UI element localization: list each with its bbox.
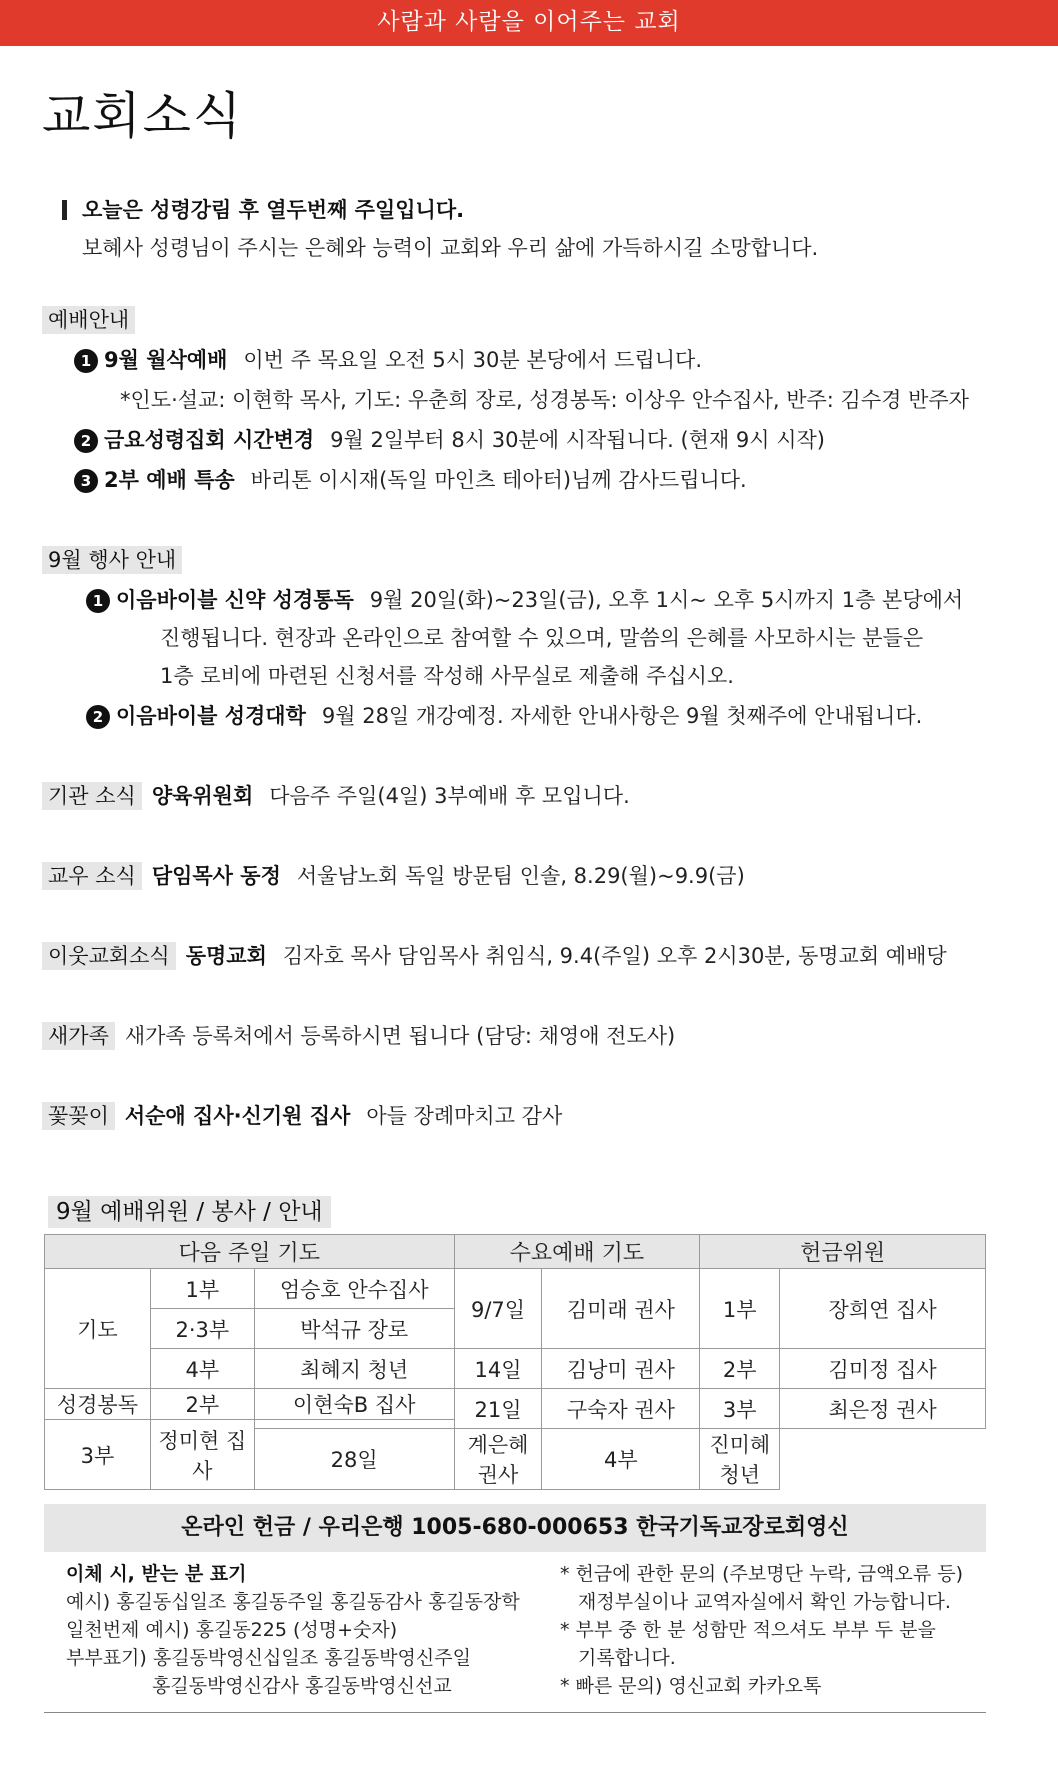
date-cell: 28일	[254, 1429, 454, 1490]
events-heading: 9월 행사 안내	[42, 546, 192, 574]
news-item	[42, 862, 745, 890]
event-item-1-line-3: 1층 로비에 마련된 신청서를 작성해 사무실로 제출해 주십시오.	[160, 664, 734, 688]
service-cell: 2·3부	[150, 1309, 254, 1349]
intro-subline: 보혜사 성령님이 주시는 은혜와 능력이 교회와 우리 삶에 가득하시길 소망합니다.	[82, 236, 819, 260]
news-title: 담임목사 동정	[151, 864, 281, 888]
offering-note: 기록합니다.	[578, 1647, 676, 1669]
person-cell: 장희연 집사	[780, 1269, 986, 1349]
number-3-icon: 3	[74, 469, 98, 493]
number-1-icon: 1	[86, 589, 110, 613]
person-cell: 김미래 권사	[542, 1269, 700, 1349]
offering-instructions	[66, 1560, 520, 1700]
number-2-icon: 2	[74, 429, 98, 453]
news-item	[42, 942, 947, 970]
offering-note: 재정부실이나 교역자실에서 확인 가능합니다.	[578, 1591, 951, 1613]
news-title: 동명교회	[185, 944, 267, 968]
schedule-header-row	[45, 1235, 986, 1269]
person-cell: 박석규 장로	[254, 1309, 454, 1349]
table-row	[45, 1269, 986, 1309]
number-2-icon: 2	[86, 705, 110, 729]
worship-item-3	[74, 466, 747, 494]
news-label: 꽃꽂이	[42, 1102, 115, 1130]
service-cell: 1부	[150, 1269, 254, 1309]
event-item-text: 9월 20일(화)~23일(금), 오후 1시~ 오후 5시까지 1층 본당에서	[369, 588, 964, 612]
offering-example: 예시) 홍길동십일조 홍길동주일 홍길동감사 홍길동장학	[66, 1591, 520, 1613]
news-label: 새가족	[42, 1022, 115, 1050]
news-item	[42, 1022, 675, 1050]
person-cell: 계은혜 권사	[454, 1429, 542, 1490]
news-title: 서순애 집사·신기원 집사	[124, 1104, 351, 1128]
worship-item-2	[74, 426, 825, 454]
schedule-header: 수요예배 기도	[454, 1235, 700, 1269]
offering-notes	[560, 1560, 963, 1700]
event-item-title: 이음바이블 신약 성경통독	[116, 588, 354, 612]
event-item-1-line-2: 진행됩니다. 현장과 온라인으로 참여할 수 있으며, 말씀의 은혜를 사모하시는 분들은	[160, 626, 924, 650]
service-cell: 2부	[700, 1349, 780, 1389]
offering-example: 부부표기) 홍길동박영신십일조 홍길동박영신주일	[66, 1647, 471, 1669]
schedule-table	[44, 1234, 986, 1490]
date-cell: 21일	[454, 1389, 542, 1429]
person-cell: 최혜지 청년	[254, 1349, 454, 1389]
person-cell: 엄승호 안수집사	[254, 1269, 454, 1309]
date-cell: 9/7일	[454, 1269, 542, 1349]
news-item	[42, 782, 630, 810]
person-cell: 진미혜 청년	[700, 1429, 780, 1490]
service-cell: 4부	[150, 1349, 254, 1389]
page-title: 교회소식	[42, 87, 244, 145]
reading-label: 성경봉독	[45, 1389, 151, 1420]
person-cell: 이현숙B 집사	[254, 1389, 454, 1420]
news-label: 기관 소식	[42, 782, 142, 810]
offering-instructions-title: 이체 시, 받는 분 표기	[66, 1563, 247, 1585]
news-text: 김자호 목사 담임목사 취임식, 9.4(주일) 오후 2시30분, 동명교회 예배당	[282, 944, 947, 968]
offering-example: 홍길동박영신감사 홍길동박영신선교	[152, 1675, 452, 1697]
date-cell: 14일	[454, 1349, 542, 1389]
online-offering-header: 온라인 헌금 / 우리은행 1005-680-000653 한국기독교장로회영신	[44, 1504, 986, 1552]
schedule-header: 다음 주일 기도	[45, 1235, 455, 1269]
news-label: 교우 소식	[42, 862, 142, 890]
news-title: 양육위원회	[151, 784, 254, 808]
table-row	[45, 1349, 986, 1389]
church-slogan-banner: 사람과 사람을 이어주는 교회	[0, 0, 1058, 46]
intro-headline: 오늘은 성령강림 후 열두번째 주일입니다.	[82, 198, 465, 222]
offering-note: * 빠른 문의) 영신교회 카카오톡	[560, 1675, 822, 1697]
news-label: 이웃교회소식	[42, 942, 176, 970]
worship-item-text: 이번 주 목요일 오전 5시 30분 본당에서 드립니다.	[243, 348, 702, 372]
offering-bottom-divider	[44, 1712, 986, 1713]
intro-bullet-marker	[62, 200, 67, 220]
worship-item-1	[74, 346, 702, 374]
news-text: 서울남노회 독일 방문팀 인솔, 8.29(월)~9.9(금)	[296, 864, 745, 888]
worship-leaders-note: *인도·설교: 이현학 목사, 기도: 우춘희 장로, 성경봉독: 이상우 안수집사, 반주: 김수경 반주자	[120, 388, 969, 412]
worship-item-title: 금요성령집회 시간변경	[104, 428, 315, 452]
worship-heading: 예배안내	[42, 306, 145, 334]
event-item-2	[86, 702, 922, 730]
news-text: 다음주 주일(4일) 3부예배 후 모입니다.	[269, 784, 630, 808]
event-item-title: 이음바이블 성경대학	[116, 704, 306, 728]
worship-item-text: 9월 2일부터 8시 30분에 시작됩니다. (현재 9시 시작)	[330, 428, 825, 452]
person-cell: 김낭미 권사	[542, 1349, 700, 1389]
person-cell: 김미정 집사	[780, 1349, 986, 1389]
schedule-header: 헌금위원	[700, 1235, 986, 1269]
worship-item-title: 2부 예배 특송	[104, 468, 235, 492]
service-cell: 3부	[45, 1420, 151, 1490]
prayer-label: 기도	[45, 1269, 151, 1389]
person-cell: 구숙자 권사	[542, 1389, 700, 1429]
service-cell: 3부	[700, 1389, 780, 1429]
offering-note: * 헌금에 관한 문의 (주보명단 누락, 금액오류 등)	[560, 1563, 964, 1585]
event-item-text: 9월 28일 개강예정. 자세한 안내사항은 9월 첫째주에 안내됩니다.	[321, 704, 923, 728]
event-item-1	[86, 586, 963, 614]
worship-item-text: 바리톤 이시재(독일 마인츠 테아터)님께 감사드립니다.	[250, 468, 747, 492]
schedule-title: 9월 예배위원 / 봉사 / 안내	[48, 1196, 331, 1228]
service-cell: 1부	[700, 1269, 780, 1349]
worship-item-title: 9월 월삭예배	[104, 348, 228, 372]
offering-example: 일천번제 예시) 홍길동225 (성명+숫자)	[66, 1619, 398, 1641]
news-text: 아들 장례마치고 감사	[366, 1104, 563, 1128]
person-cell: 정미현 집사	[150, 1420, 254, 1490]
offering-note: * 부부 중 한 분 성함만 적으셔도 부부 두 분을	[560, 1619, 936, 1641]
news-item	[42, 1102, 562, 1130]
service-cell: 4부	[542, 1429, 700, 1490]
person-cell: 최은정 권사	[780, 1389, 986, 1429]
news-text: 새가족 등록처에서 등록하시면 됩니다 (담당: 채영애 전도사)	[124, 1024, 676, 1048]
service-cell: 2부	[150, 1389, 254, 1420]
number-1-icon: 1	[74, 349, 98, 373]
